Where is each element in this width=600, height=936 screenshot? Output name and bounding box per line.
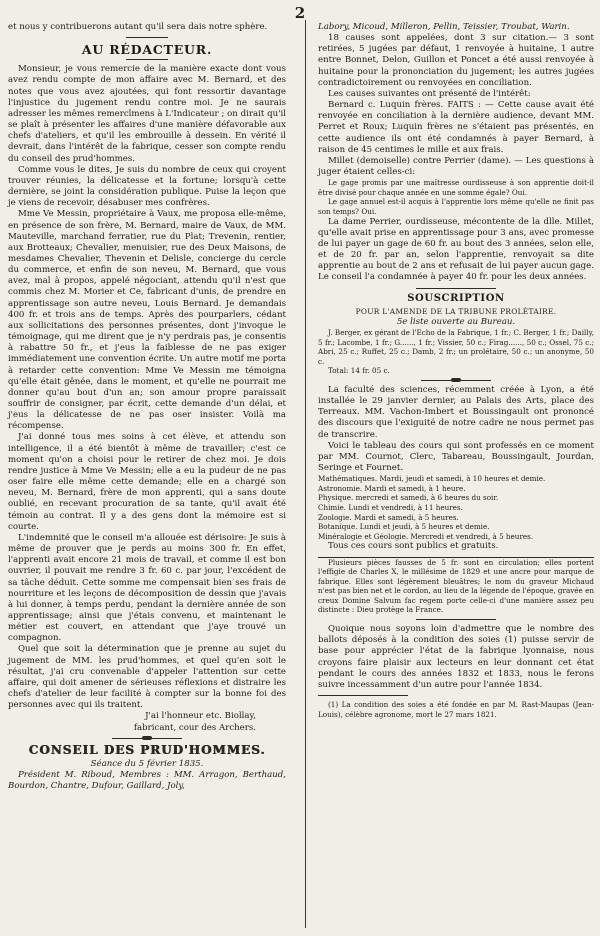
course-item: Physique. mercredi et samedi, à 6 heures du soir. — [318, 493, 499, 503]
causes-summary: 18 causes sont appelées, dont 3 sur citation.— 3 sont retirées, 5 jugées par défaut, 1 renvoyée à huitaine, 1 autre entre Bonnet, Delon, Guillon et Poncet a été aussi renvoyée à huitaine pour la prononciation du jugement; les autres jugées contradictoirement ou renvoyées en conciliation. — [318, 33, 594, 88]
letter-paragraph: J'ai donné tous mes soins à cet élève, et attendu son intelligence, il a été bientôt à même de travailler; c'est ce moment qu'on a choisi pour le retirer de chez moi. Je dois rendre justice à Mme Ve Messin; elle a eu la pudeur de ne pas oser faire elle même cette demande; elle en a chargé son neveu, M. Bernard, frère de mon apprenti, qui a sans doute oublié, en recevant procuration de sa tante, qu'il avait été témoin au contrat. Il y a des gens dont la mémoire est si courte. — [8, 432, 286, 532]
course-item: Chimie. Lundi et vendredi, à 11 heures. — [318, 502, 463, 512]
perrier-text: La dame Perrier, ourdisseuse, mécontente de la dlle. Millet, qu'elle avait prise en apprentissage pour 3 ans, avec promesse de lui payer un gage de 60 fr. au bout des 3 années, selon elle, et de 20 fr. par an, selon l'apprentie, renvoyait sa dite apprentie au bout de 2 ans et refusait de lui payer aucun gage. Le conseil l'a condamnée à payer 40 fr. pour les deux années. — [318, 216, 594, 283]
course-item: Botanique. Lundi et jeudi, à 5 heures et demie. — [318, 522, 490, 532]
letter-title: AU RÉDACTEUR. — [81, 42, 213, 58]
signature-line: fabricant, cour des Archers. — [133, 722, 256, 733]
letter-paragraph: Monsieur, je vous remercie de la manière exacte dont vous avez rendu compte de mon affaire avec M. Bernard, et des notes que vous avez ajoutées, qui font ressortir davantage l'injustice du jugement rendu contre moi. Je ne saurais adresser les mêmes remercîmens à L'Indicateur ; on dirait qu'il se plaît à présenter les affaires d'une manière défavorable aux chefs d'ateliers, et qu'il les embrouille à dessein. En vérité il devrait, dans l'intérêt de la fabrique, cesser son compte rendu du conseil des prud'hommes. — [8, 64, 286, 164]
right-column — [318, 22, 594, 719]
souscription-subtitle: POUR L'AMENDE DE LA TRIBUNE PROLÉTAIRE. — [355, 306, 557, 316]
liste-title: 5e liste ouverte au Bureau. — [396, 316, 516, 327]
ornament-divider — [421, 380, 491, 381]
course-item: Zoologie. Mardi et samedi, à 5 heures. — [318, 512, 459, 522]
seance-date: Séance du 5 février 1835. — [90, 758, 204, 769]
course-item: Astronomie. Mardi et samedi, à 1 heure. — [318, 483, 466, 493]
president-line: Président M. Riboud, Membres : MM. Arragon, Berthaud, Bourdon, Chantre, Dufour, Gaillard, Joly, — [8, 770, 286, 792]
divider — [416, 619, 496, 620]
liste-total: Total: 14 fr. 05 c. — [328, 366, 390, 376]
footnote-rule — [318, 695, 408, 696]
divider — [416, 288, 496, 289]
letter-paragraph: Comme vous le dites, Je suis du nombre de ceux qui croyent trouver réunies, la délicatesse et la fortune; lorsqu'à cette dernière, se joint la considération publique. Puise la leçon que je viens de recevoir, désabuser mes confrères. — [8, 164, 286, 209]
signature-line: J'ai l'honneur etc. Biollay, — [145, 711, 256, 722]
pieces-text: Plusieurs pièces fausses de 5 fr. sont en circulation; elles portent l'effigie de Charles X, le millésime de 1829 et une ancre pour marque de fabrique. Elles sont légèrement bleuâtres; le nom du graveur Michaud n'est pas bien net et le cordon, au lieu de la légende de l'époque, gravée en creux Domine Salvum fac regem porte celle-ci d'une manière assez peu distincte : Dieu protège la France. — [318, 557, 594, 615]
question: Le gage promis par une maîtresse ourdisseuse à son apprentie doit-il être divisé pour chaque année en une somme égale? Oui. — [318, 178, 594, 197]
left-column — [8, 22, 286, 792]
footnote: (1) La condition des soies a été fondée en par M. Rast-Maupas (Jean-Louis), célèbre agronome, mort le 27 mars 1821. — [318, 700, 594, 719]
interest-intro: Les causes suivantes ont présenté de l'intérêt: — [328, 88, 531, 99]
letter-paragraph: L'indemnité que le conseil m'a allouée est dérisoire: Je suis à même de prouver que je perds au moins 300 fr. En effet, l'apprenti avait encore 21 mois de travail, et comme il est bon ouvrier, il pouvait me rendre 3 fr. 60 c. par jour, l'excédent de sa tâche déduit. Cette somme me compensait bien ses frais de nourriture et les leçons de décomposition de dessin que j'avais à lui donner, à temps perdu, pendant la dernière année de son apprentissage; ainsi que j'étais convenu, et maintenant le métier est couvert, en attendant que j'aye trouvé un compagnon. — [8, 532, 286, 644]
members-continuation: Labory, Micoud, Milleron, Pellin, Teissier, Troubat, Warin. — [318, 22, 570, 32]
question: Le gage annuel est-il acquis à l'apprentie lors même qu'elle ne finit pas son temps? Oui. — [318, 197, 594, 216]
page-number: 2 — [294, 4, 306, 22]
intro-text: et nous y contribuerons autant qu'il sera dais notre sphère. — [8, 22, 268, 32]
column-divider — [305, 20, 306, 928]
divider — [126, 37, 168, 38]
millet-case: Millet (demoiselle) contre Perrier (dame). — Les questions à juger étaient celles-ci: — [318, 155, 594, 178]
letter-paragraph: Mme Ve Messin, propriétaire à Vaux, me proposa elle-même, en présence de son frère, M. Bernard, maire de Vaux, de MM. Mauteville, marchand ferratier, rue du Plat; Trevenin, rentier, aux Brotteaux; Chevalier, menuisier, rue des Deux Maisons, de mesdames Chevalier, Thevenin et Delisle, concierge du cercle du commerce, et enfin de son neveu, M. Bernard, que vous avez, mal à propos, appelé négociant, attendu qu'il n'est que commis chez M. Morier et Ce, fabricant d'unis, de prendre en apprentissage son autre neveu, Louis Bernard. Je demandais 400 fr. et trois ans de temps. Après des pourparlers, cédant aux sollicitations des personnes présentes, dont j'invoque le témoignage, qui me dirent que je n'y perdrais pas, je consentis à rabattre 50 fr., et j'eus la faiblesse de ne pas exiger immédiatement une convention écrite. Un autre motif me porta à retarder cette convention: Mme Ve Messin me témoigna qu'elle était gênée, dans le moment, et qu'elle ne pourrait me donner qu'au bout d'un an; son amour propre paraissait souffrir de consigner, par écrit, cette demande d'un délai, et j'eus la délicatesse de ne pas oser insister. Voilà ma récompense. — [8, 209, 286, 432]
course-item: Minéralogie et Géologie. Mercredi et vendredi, à 5 heures. — [318, 531, 534, 541]
cours-intro: Voici le tableau des cours qui sont professés en ce moment par MM. Cournot, Clerc, Tabareau, Boussingault, Jourdan, Seringe et Fournet. — [318, 440, 594, 474]
divider — [126, 59, 168, 60]
faculte-text: La faculté des sciences, récemment créée à Lyon, a été installée le 29 janvier dernier, au Palais des Arts, place des Terreaux. MM. Vachon-Imbert et Boussingault ont prononcé des discours que l'exiguité de notre cadre ne nous permet pas de transcrire. — [318, 384, 594, 440]
ballots-text: Quoique nous soyons loin d'admettre que le nombre des ballots déposés à la condition des soies (1) puisse servir de base pour apprécier l'état de la fabrique lyonnaise, nous croyons faire plaisir aux lecteurs en leur donnant cet état pendant le cours des années 1832 et 1833, nous le ferons suivre incessamment d'un autre pour l'année 1834. — [318, 624, 594, 690]
course-item: Mathématiques. Mardi, jeudi et samedi, à 10 heures et demie. — [318, 474, 546, 484]
liste-body: J. Berger, ex gérant de l'Echo de la Fabrique, 1 fr.; C. Berger, 1 fr.; Dailly, 5 fr.; Lacombe, 1 fr.; G......, 1 fr.; Vissier, 50 c.; Firag......, 50 c.; Ossel, 75 c.; Abri, 25 c.; Ruffet, 25 c.; Damb, 2 fr.; un prolétaire, 50 c.; un anonyme, 50 c. — [318, 327, 594, 366]
letter-paragraph: Quel que soit la détermination que je prenne au sujet du jugement de MM. les prud'hommes, et quel qu'en soit le résultat, j'ai cru convenable d'appeler l'attention sur cette affaire, qui doit amener de sérieuses réflexions et distraire les chefs d'atelier de leur facilité à compter sur la bonne foi des personnes avec qui ils traitent. — [8, 644, 286, 711]
bernard-case: Bernard c. Luquin frères. FAITS : — Cette cause avait été renvoyée en conciliation à la dernière audience, devant MM. Perret et Roux; Luquin frères ne s'étaient pas présentés, en cette audience ils ont été condamnés à payer Bernard, à raison de 45 centimes le mille et aux frais. — [318, 100, 594, 155]
ornament-divider — [112, 738, 182, 739]
conseil-title: CONSEIL DES PRUD'HOMMES. — [28, 742, 266, 757]
cours-public: Tous ces cours sont publics et gratuits. — [328, 541, 499, 552]
souscription-title: SOUSCRIPTION — [407, 292, 505, 304]
